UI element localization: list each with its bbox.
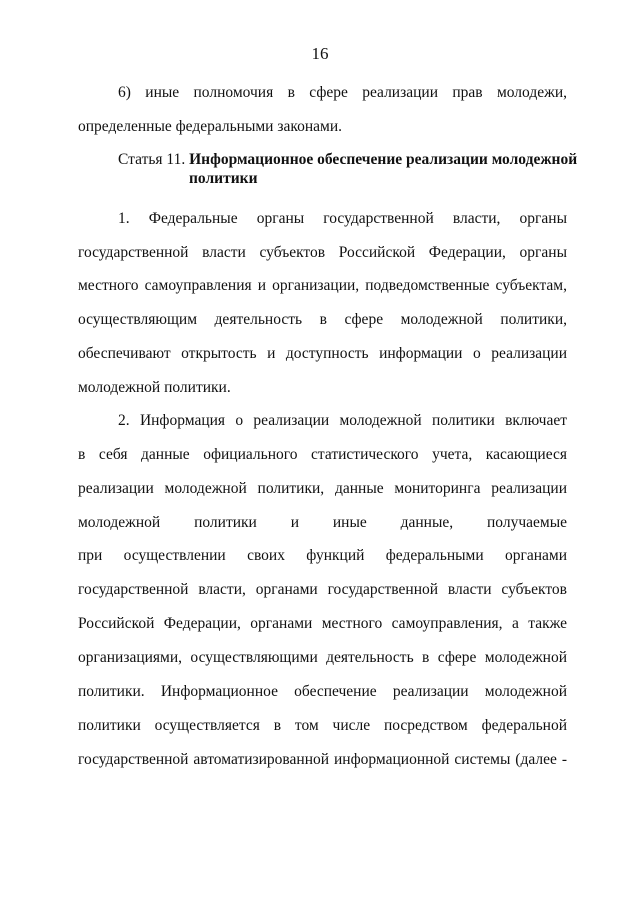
page-number: 16: [311, 44, 329, 63]
item-6-line-1: 6) иные полномочия в сфере реализации прав молодежи,: [118, 84, 567, 101]
article-prefix: Статья 11.: [118, 151, 186, 168]
para2-line-3: реализации молодежной политики, данные мониторинга реализации: [78, 480, 567, 497]
para1-line-4: осуществляющим деятельность в сфере молодежной политики,: [78, 311, 567, 328]
para2-line-8: организациями, осуществляющими деятельность в сфере молодежной: [78, 649, 567, 666]
para1-line-2: государственной власти субъектов Российской Федерации, органы: [78, 244, 567, 261]
article-heading: [118, 150, 578, 170]
para2-line-1: 2. Информация о реализации молодежной политики включает: [118, 412, 567, 429]
para1-line-6: молодежной политики.: [78, 379, 231, 396]
para2-line-4: молодежной политики и иные данные, получаемые: [78, 514, 567, 531]
article-title-line-2: политики: [189, 170, 258, 187]
para2-line-9: политики. Информационное обеспечение реализации молодежной: [78, 683, 567, 700]
item-6-line-2: определенные федеральными законами.: [78, 118, 342, 135]
para1-line-3: местного самоуправления и организации, подведомственные субъектам,: [78, 277, 567, 294]
para2-line-7: Российской Федерации, органами местного самоуправления, а также: [78, 615, 567, 632]
para2-line-2: в себя данные официального статистического учета, касающиеся: [78, 446, 567, 463]
para1-line-1: 1. Федеральные органы государственной власти, органы: [118, 210, 567, 227]
para2-line-10: политики осуществляется в том числе посредством федеральной: [78, 717, 567, 734]
para2-line-11: государственной автоматизированной информационной системы (далее -: [78, 751, 567, 768]
article-title-line-1: Информационное обеспечение реализации молодежной: [189, 151, 578, 168]
para2-line-5: при осуществлении своих функций федеральными органами: [78, 547, 567, 564]
para1-line-5: обеспечивают открытость и доступность информации о реализации: [78, 345, 567, 362]
para2-line-6: государственной власти, органами государственной власти субъектов: [78, 581, 567, 598]
